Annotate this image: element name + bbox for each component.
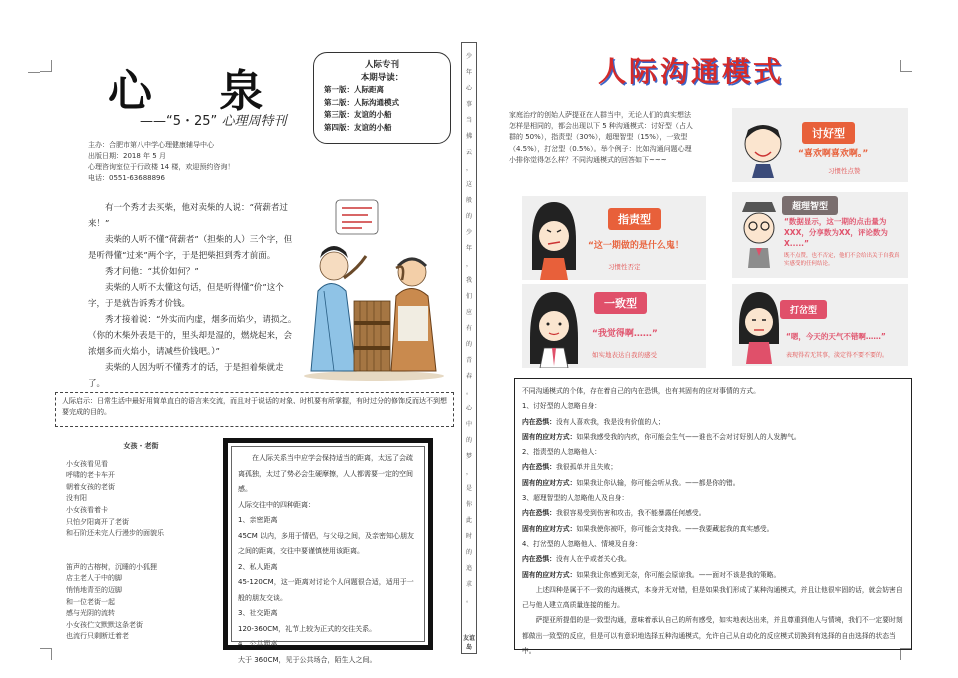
story-paragraph: 有一个秀才去买柴，他对卖柴的人说：“荷薪者过来！” — [88, 203, 288, 229]
crop-mark — [900, 60, 912, 72]
analysis-key: 内在恐惧： — [522, 555, 556, 564]
strip-char: 般 — [465, 197, 472, 204]
distance-item: 4、公共距离 — [238, 640, 278, 648]
poem-line: 呼啸的老卡车开 — [66, 471, 115, 480]
analysis-value: 没有人喜欢我，我是没有价值的人； — [555, 417, 665, 426]
analysis-key: 内在恐惧： — [522, 463, 556, 472]
analysis-line: 3、超理智型的人忽略他人及自身： — [522, 494, 629, 503]
story-paragraph: 卖柴的人听不太懂这句话，但是听得懂“价”这个字，于是就告诉秀才价钱。 — [88, 283, 284, 309]
toc-item: 第二版：人际沟通模式 — [324, 97, 399, 107]
distance-lead: 人际交往中的四种距离： — [238, 500, 315, 509]
poem-line: 店主老人于中的脚 — [66, 574, 122, 583]
story-paragraph: 卖柴的人听不懂“荷薪者”（担柴的人）三个字，但是听得懂“过来”两个字，于是把柴担到秀才前面。 — [88, 235, 293, 261]
strip-char: 当 — [465, 117, 472, 124]
strip-char: 的 — [465, 549, 472, 556]
analysis-key: 内在恐惧： — [522, 417, 556, 426]
type-label: 超理智型 — [782, 196, 838, 215]
story-paragraph: 秀才接着说：“外实而内虚，烟多而焰少，请损之。（你的木柴外表是干的，里头却是湿的，燃烧起来，会浓烟多而火焰小，请减些价钱吧。）” — [88, 315, 297, 357]
type-note: 既不点赞，也不否定，他们不会给出关于自我真实感受的任何结论。 — [784, 253, 900, 267]
subtitle-handwritten: 心理周特刊 — [221, 114, 287, 129]
analysis-line — [522, 415, 904, 430]
type-label: 指责型 — [608, 208, 661, 230]
poem-line: 和石阶还未完人行漫步的面貌乐 — [66, 529, 164, 538]
strip-char: 们 — [465, 293, 472, 300]
story-paragraph: 秀才问他：“其价如何？” — [105, 267, 199, 277]
poem-line: 朝着女孩的老街 — [66, 482, 115, 491]
analysis-line — [522, 476, 904, 491]
type-quote: “嗯，今天的天气不错啊……” — [786, 332, 886, 341]
analysis-line: 萨提亚所提倡的是一致型沟通，意味着承认自己的所有感受，如实地表达出来，并且尊重到他人与情境，我们不一定要时刻都做出一致型的反应，但是可以有意识地选择五种沟通模式，允许自己从自动化的反应模式切换到有选择的自由选择的状态当中。 — [522, 616, 903, 656]
strip-char: 追 — [465, 565, 472, 572]
strip-char: 你 — [465, 501, 472, 508]
irrelevant-face-icon — [736, 288, 782, 364]
strip-char: 心 — [465, 85, 472, 92]
type-label: 一致型 — [594, 292, 647, 314]
poem-line: 感与光阴的流转 — [66, 609, 115, 618]
poem-line: 和一位老街一起 — [66, 597, 115, 606]
strip-char: 梦 — [465, 453, 472, 460]
distance-item: 45-120CM，这一距离对讨论个人问题很合适，适用于一般的朋友交谈。 — [238, 578, 414, 602]
toc-subheading: 本期导读： — [360, 72, 404, 83]
strip-char: 我 — [465, 277, 472, 284]
analysis-key: 固有的应对方式： — [522, 432, 577, 441]
distance-item: 1、亲密距离 — [238, 516, 278, 524]
strip-char: 应 — [465, 309, 472, 316]
crop-mark — [40, 60, 52, 72]
strip-bottom-label: 友谊岛 — [462, 635, 475, 651]
analysis-value: 我很孤单并且失败； — [555, 463, 618, 472]
strip-char: 少 — [465, 229, 472, 236]
poem-title: 女孩・老街 — [123, 442, 159, 450]
strip-char: 少 — [465, 53, 472, 60]
card-super-reasonable — [732, 192, 908, 278]
strip-char: 此 — [465, 517, 472, 524]
analysis-line — [522, 430, 904, 445]
poem-line: 小女孩看见看 — [66, 459, 108, 468]
analysis-line: 1、讨好型的人忽略自身： — [522, 402, 602, 411]
story-paragraph: 卖柴的人因为听不懂秀才的话，于是担着柴就走了。 — [88, 363, 284, 389]
strip-char: 有 — [465, 325, 472, 332]
analysis-line: 2、指责型的人忽略他人： — [522, 448, 602, 457]
masthead-subtitle — [140, 110, 286, 129]
subtitle-prefix: ——“5・25” — [140, 114, 218, 129]
masthead-info — [88, 140, 308, 184]
analysis-line — [522, 568, 904, 583]
analysis-value: 如果我让你认输，你可能会听从我。——都是你的错。 — [576, 478, 740, 487]
analysis-line: 不同沟通模式的个体，存在着自己的内在恐惧，也有其固有的应对事情的方式。 — [522, 387, 760, 395]
type-quote: “这一期做的是什么鬼！ — [588, 241, 684, 251]
poem-line: 小女孩伫文默默这条老街 — [66, 620, 143, 629]
crop-mark — [28, 72, 40, 73]
page2-title: 人际沟通模式 — [598, 55, 785, 88]
blamer-face-icon — [528, 200, 580, 280]
strip-char: 。 — [465, 597, 472, 604]
type-note: 习惯性否定 — [608, 263, 641, 271]
strip-char: ， — [465, 469, 472, 476]
strip-char: 拂 — [465, 133, 472, 140]
strip-char: 的 — [465, 213, 472, 220]
strip-char: 年 — [465, 69, 472, 76]
poem — [66, 441, 216, 643]
strip-char: 春 — [465, 373, 472, 380]
analysis-key: 内在恐惧： — [522, 509, 556, 518]
poem-line: 笛声的古榕树，沉睡的小狐狸 — [66, 562, 157, 571]
pleaser-face-icon — [738, 114, 788, 180]
strip-char: 中 — [465, 421, 472, 428]
strip-char: 时 — [465, 533, 472, 540]
strip-char: 心 — [465, 405, 472, 412]
info-organizer: 主办：合肥市第八中学心理健康辅导中心 — [88, 141, 214, 149]
congruent-face-icon — [526, 288, 582, 368]
card-blamer — [522, 196, 706, 280]
analysis-value: 没有人在乎或者关心我。 — [555, 555, 631, 564]
poem-line: 也流行只剩断迁着老 — [66, 632, 129, 641]
analysis-key: 固有的应对方式： — [522, 478, 577, 487]
analysis-key: 固有的应对方式： — [522, 570, 577, 579]
type-note: 表现得若无其事，淡定得不要不要的。 — [786, 352, 889, 359]
analysis-line: 上述四种是属于不一致的沟通模式，本身并无对错，但是如果我们形成了某种沟通模式，并且让他很牢固的话，就会妨害自己与他人建立高质量连接的能力。 — [522, 585, 903, 610]
toc-item: 第四版：友谊的小船 — [324, 122, 392, 132]
strip-char: 的 — [465, 341, 472, 348]
scholar-firewood-illustration — [296, 196, 451, 381]
type-label: 打岔型 — [780, 300, 827, 319]
poem-line: 只怕夕阳离开了老街 — [66, 517, 129, 526]
story-text — [88, 200, 300, 392]
strip-char: 年 — [465, 245, 472, 252]
distance-item: 3、社交距离 — [238, 609, 278, 617]
super-reasonable-face-icon — [736, 198, 782, 268]
strip-char: 青 — [465, 357, 472, 364]
type-note: 如实地表达自我的感受 — [592, 351, 657, 359]
poem-line: 没有阳 — [66, 494, 87, 503]
crop-mark — [40, 648, 52, 660]
strip-char: 求 — [465, 581, 472, 588]
toc-item: 第三版：友谊的小船 — [324, 110, 392, 119]
strip-char: ， — [465, 261, 472, 268]
poem-line: 小女孩看着卡 — [66, 505, 108, 514]
strip-char: ， — [465, 165, 472, 172]
vertical-divider-strip — [461, 42, 477, 654]
analysis-value: 我很容易受到伤害和攻击，我不能暴露任何感受。 — [555, 509, 706, 518]
analysis-value: 如果我让你感到无奈，你可能会原谅我。——面对不该是我的策略。 — [576, 570, 781, 579]
strip-char: 是 — [465, 485, 472, 492]
card-congruent — [522, 284, 706, 368]
distance-item: 45CM 以内，多用于情侣，与父母之间，及亲密知心朋友之间的距离，交往中要谨慎使用该距离。 — [238, 531, 415, 555]
poem-line: 悄悄地青至的迈脚 — [66, 585, 122, 594]
strip-char: 事 — [465, 101, 472, 108]
card-pleaser — [732, 108, 908, 182]
distance-item: 大于 360CM，见于公共场合，陌生人之间。 — [238, 655, 377, 664]
analysis-value: 如果我使你被吓，你可能会支持我。——我要藏起我的真实感受。 — [576, 524, 774, 533]
analysis-line — [522, 522, 904, 537]
distance-intro: 在人际关系当中应学会保持适当的距离，太远了会疏离孤独，太过了势必会生硬摩擦，人人都需要一定的空间感。 — [238, 454, 413, 493]
strip-char: 这 — [465, 181, 472, 188]
distance-item: 120-360CM，礼节上较为正式的交往关系。 — [238, 624, 377, 633]
type-note: 习惯性点赞 — [828, 167, 861, 175]
insight-box: 人际启示：日常生活中最好用简单直白的语言来交流，而且对于说话的对象、时机要有所掌握，有时过分的修饰反而达不到想要完成的目的。 — [55, 392, 454, 427]
type-label: 讨好型 — [802, 122, 855, 144]
type-quote: “喜欢啊喜欢啊。” — [798, 149, 869, 159]
info-room: 心理咨询室位于行政楼 14 楼，欢迎预约咨询！ — [88, 163, 235, 171]
analysis-key: 固有的应对方式： — [522, 524, 577, 533]
toc-item: 第一版：人际距离 — [324, 85, 384, 94]
toc-box — [313, 52, 451, 144]
strip-char: 的 — [465, 437, 472, 444]
type-quote: “我觉得啊……” — [592, 329, 658, 339]
analysis-box — [514, 378, 912, 656]
page2-intro: 家庭治疗的创始人萨提亚在人群当中，无论人们的真实想法怎样是相同的，都会出现以下 5 种沟通模式：讨好型（占人群的 50%），指责型（30%），超理智型（15%），一致型（4.5%），打岔型（0.5%）。举个例子：比如沟通问题心理小排你觉得怎么样？不同沟通模式的回答如下~~~ — [509, 111, 693, 164]
distance-item: 2、私人距离 — [238, 562, 278, 571]
analysis-line — [522, 506, 904, 521]
info-date: 出版日期：2018 年 5 月 — [88, 152, 166, 160]
info-phone: 电话：0551-63688896 — [88, 174, 165, 182]
card-irrelevant — [732, 284, 908, 366]
analysis-line — [522, 552, 904, 567]
analysis-line — [522, 460, 904, 475]
type-quote: “数据显示，这一期的点击量为XXX，分享数为XX，评论数为X.....” — [784, 217, 888, 248]
analysis-value: 如果我感受我的内疚，你可能会生气——谁也不会对讨好别人的人发脾气。 — [576, 432, 801, 441]
masthead-title: 心 泉 — [108, 66, 290, 117]
distance-box — [223, 438, 433, 664]
strip-char: 云 — [465, 149, 472, 156]
strip-char: 。 — [465, 389, 472, 396]
toc-heading: 人际专刊 — [364, 60, 399, 70]
analysis-line: 4、打岔型的人忽略他人、情境及自身： — [522, 539, 642, 548]
